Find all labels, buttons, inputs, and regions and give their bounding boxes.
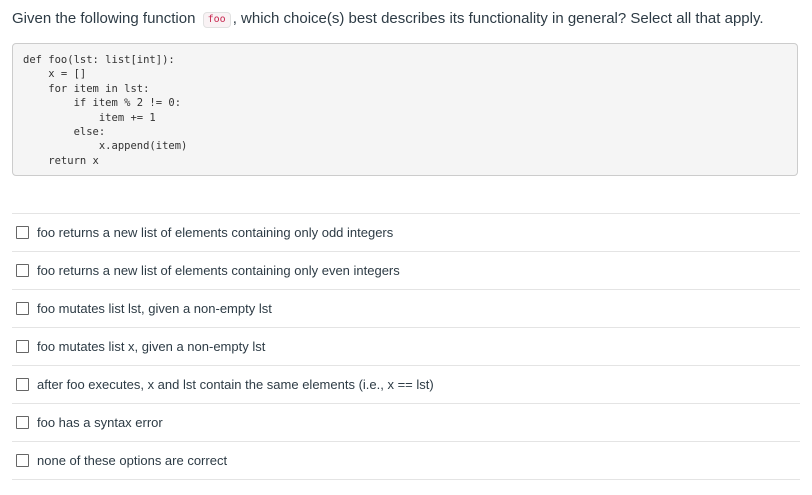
checkbox[interactable]: [16, 302, 29, 315]
checkbox[interactable]: [16, 340, 29, 353]
question-text: [12, 9, 812, 29]
option-label: foo has a syntax error: [37, 415, 163, 430]
option-label: foo mutates list x, given a non-empty lst: [37, 339, 266, 354]
inline-code-foo: foo: [203, 12, 231, 28]
option-mutates-x[interactable]: [12, 328, 800, 366]
checkbox[interactable]: [16, 226, 29, 239]
option-label: foo mutates list lst, given a non-empty lst: [37, 301, 272, 316]
option-odd-integers[interactable]: [12, 214, 800, 252]
checkbox[interactable]: [16, 378, 29, 391]
option-syntax-error[interactable]: [12, 404, 800, 442]
option-label: none of these options are correct: [37, 453, 228, 468]
option-same-elements[interactable]: [12, 366, 800, 404]
option-label: after foo executes, x and lst contain the same elements (i.e., x == lst): [37, 377, 434, 392]
answer-options: [12, 213, 800, 480]
question-text-after: , which choice(s) best describes its functionality in general? Select all that apply.: [232, 10, 764, 27]
code-snippet: def foo(lst: list[int]): x = [] for item in lst: if item % 2 != 0: item += 1 else: x.append(item) return x: [23, 54, 188, 167]
code-block: [12, 43, 798, 176]
option-none-correct[interactable]: [12, 442, 800, 480]
option-even-integers[interactable]: [12, 252, 800, 290]
checkbox[interactable]: [16, 454, 29, 467]
option-label: foo returns a new list of elements containing only even integers: [37, 263, 400, 278]
option-mutates-lst[interactable]: [12, 290, 800, 328]
checkbox[interactable]: [16, 264, 29, 277]
option-label: foo returns a new list of elements containing only odd integers: [37, 225, 394, 240]
checkbox[interactable]: [16, 416, 29, 429]
question-text-before: Given the following function: [12, 10, 200, 27]
